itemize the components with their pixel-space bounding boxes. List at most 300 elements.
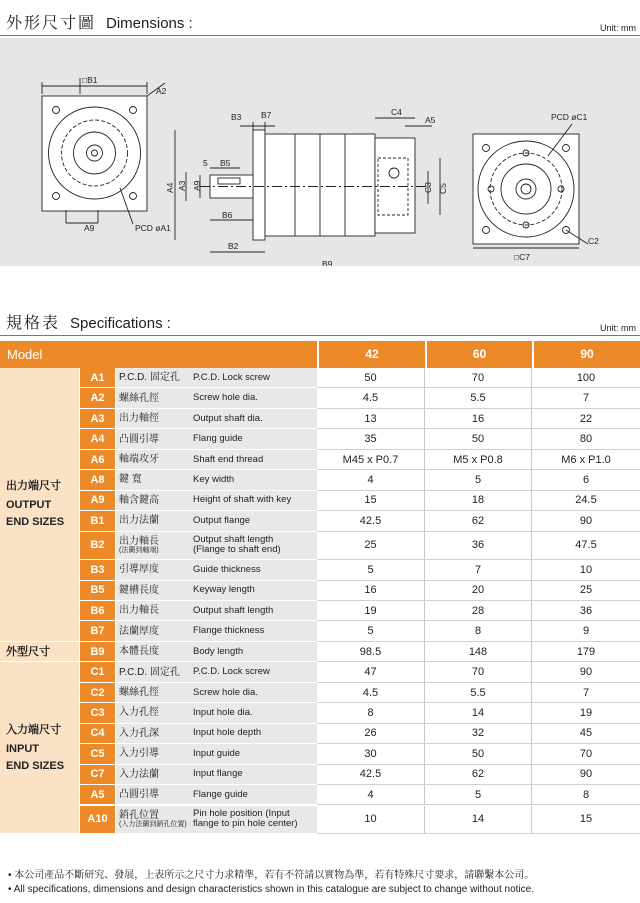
label-pcd-a1: PCD øA1	[135, 223, 171, 233]
input-flange-view	[473, 124, 588, 248]
table-row	[80, 621, 640, 641]
model-col-42: 42	[365, 347, 379, 361]
row-code: C3	[80, 703, 115, 722]
column-separator	[424, 703, 425, 722]
column-separator	[424, 511, 425, 530]
row-label-zh-sub: (入力法蘭到銷孔位置)	[119, 820, 187, 828]
row-label-en-main: Input hole depth	[193, 727, 262, 739]
specs-title	[6, 310, 171, 333]
model-col-90: 90	[580, 347, 594, 361]
row-label-en	[193, 744, 240, 763]
label-a2: A2	[156, 86, 167, 96]
row-description	[116, 470, 317, 489]
row-label-en	[193, 470, 234, 489]
row-label-zh	[119, 470, 142, 489]
table-row	[80, 806, 640, 835]
row-label-zh-main: 入力孔深	[119, 727, 159, 739]
dimensions-drawing	[0, 38, 640, 266]
row-value-42: 30	[317, 744, 424, 763]
row-label-en	[193, 388, 258, 407]
table-row	[80, 683, 640, 703]
row-description	[116, 744, 317, 763]
column-separator	[424, 491, 425, 510]
row-description	[116, 683, 317, 702]
row-label-en	[193, 703, 253, 722]
table-row	[80, 765, 640, 785]
label-a5: A5	[425, 115, 436, 125]
row-value-60: 62	[425, 765, 531, 784]
column-separator	[531, 388, 532, 407]
column-separator	[424, 429, 425, 448]
row-value-60: 5.5	[425, 388, 531, 407]
column-separator	[424, 806, 425, 834]
row-label-zh	[119, 560, 159, 579]
row-label-zh-main: 本體長度	[119, 646, 159, 658]
row-value-90: 47.5	[532, 532, 640, 560]
row-label-zh	[119, 450, 159, 469]
row-label-zh-main: 銷孔位置	[119, 809, 159, 821]
row-value-90: 7	[532, 388, 640, 407]
row-label-en	[193, 724, 261, 743]
row-description	[116, 662, 317, 681]
dimensions-title-zh: 外形尺寸圖	[6, 15, 97, 32]
label-c5: C5	[438, 183, 448, 194]
row-value-60: 70	[425, 368, 531, 387]
row-value-42: 47	[317, 662, 424, 681]
row-label-zh-main: P.C.D. 固定孔	[119, 666, 180, 678]
row-description	[116, 601, 317, 620]
table-row	[80, 744, 640, 764]
column-separator	[531, 703, 532, 722]
row-value-90: 179	[532, 642, 640, 661]
row-label-en	[193, 581, 255, 600]
column-separator	[531, 662, 532, 681]
row-code: A1	[80, 368, 115, 387]
row-label-en	[193, 601, 273, 620]
row-label-zh	[119, 621, 159, 640]
column-separator	[531, 560, 532, 579]
column-separator	[531, 601, 532, 620]
row-code: B9	[80, 642, 115, 661]
specs-rule	[0, 335, 640, 336]
row-label-zh	[119, 429, 159, 448]
specs-title-zh: 規格表	[6, 315, 61, 332]
column-separator	[424, 744, 425, 763]
row-value-60: 36	[425, 532, 531, 560]
table-header-row	[0, 341, 640, 368]
table-row	[80, 511, 640, 531]
table-row	[80, 724, 640, 744]
row-label-en	[193, 806, 298, 834]
row-label-zh	[119, 703, 159, 722]
row-label-en-main: P.C.D. Lock screw	[193, 371, 270, 383]
label-c2: C2	[588, 236, 599, 246]
column-separator	[531, 450, 532, 469]
column-separator	[531, 683, 532, 702]
row-value-42: 42.5	[317, 511, 424, 530]
column-separator	[424, 388, 425, 407]
specs-header	[0, 306, 640, 336]
row-label-zh	[119, 806, 187, 834]
group-label-en2: END SIZES	[6, 759, 65, 772]
row-code: A5	[80, 785, 115, 804]
column-separator	[531, 511, 532, 530]
row-description	[116, 429, 317, 448]
column-separator	[424, 581, 425, 600]
row-value-42: 4.5	[317, 683, 424, 702]
row-value-42: 4	[317, 785, 424, 804]
row-label-en-main: P.C.D. Lock screw	[193, 666, 270, 678]
column-separator	[424, 601, 425, 620]
row-value-90: 90	[532, 511, 640, 530]
row-label-en	[193, 642, 243, 661]
row-value-90: 10	[532, 560, 640, 579]
row-label-en-main: Flang guide	[193, 433, 243, 445]
row-description	[116, 765, 317, 784]
row-label-en-main: Input guide	[193, 747, 241, 759]
column-separator	[531, 724, 532, 743]
column-separator	[531, 765, 532, 784]
label-b5: B5	[220, 158, 231, 168]
row-value-42: 4.5	[317, 388, 424, 407]
row-label-zh-main: 凸圓引導	[119, 789, 159, 801]
row-code: A6	[80, 450, 115, 469]
column-separator	[424, 409, 425, 428]
row-value-42: 50	[317, 368, 424, 387]
row-value-90: 45	[532, 724, 640, 743]
row-label-en-main: Screw hole dia.	[193, 392, 258, 404]
row-label-en-main: Pin hole position (Input	[193, 808, 290, 820]
column-separator	[424, 621, 425, 640]
row-value-42: 25	[317, 532, 424, 560]
row-label-zh	[119, 662, 180, 681]
row-value-60: 28	[425, 601, 531, 620]
column-separator	[424, 560, 425, 579]
row-description	[116, 581, 317, 600]
row-label-en-sub: (Flange to shaft end)	[193, 544, 281, 556]
table-row	[80, 581, 640, 601]
group-label-en2: END SIZES	[6, 516, 65, 529]
row-value-42: 15	[317, 491, 424, 510]
column-separator	[424, 765, 425, 784]
label-b3: B3	[231, 112, 242, 122]
row-value-42: 5	[317, 621, 424, 640]
row-label-en-main: Height of shaft with key	[193, 494, 292, 506]
row-label-en	[193, 621, 264, 640]
row-label-zh-main: 出力軸長	[119, 535, 159, 547]
column-separator	[424, 368, 425, 387]
column-separator	[531, 621, 532, 640]
table-row	[80, 642, 640, 662]
row-label-zh	[119, 581, 159, 600]
row-value-90: 22	[532, 409, 640, 428]
row-value-90: 90	[532, 662, 640, 681]
row-value-90: 100	[532, 368, 640, 387]
row-value-90: 70	[532, 744, 640, 763]
label-5: 5	[203, 158, 208, 168]
output-flange-view	[42, 78, 165, 224]
row-description	[116, 409, 317, 428]
dimensions-title	[6, 10, 193, 33]
row-value-42: 19	[317, 601, 424, 620]
row-label-en-main: Output shaft length	[193, 604, 274, 616]
row-label-zh	[119, 511, 159, 530]
model-col-60: 60	[472, 347, 487, 361]
column-separator	[531, 581, 532, 600]
row-value-60: 5.5	[425, 683, 531, 702]
group-cell	[0, 662, 79, 834]
table-row	[80, 703, 640, 723]
row-value-60: 5	[425, 470, 531, 489]
label-b9: B9	[322, 259, 333, 266]
row-code: A9	[80, 491, 115, 510]
row-value-90: 36	[532, 601, 640, 620]
specs-title-en: Specifications :	[70, 315, 171, 332]
row-code: A3	[80, 409, 115, 428]
column-separator	[531, 642, 532, 661]
row-value-60: 62	[425, 511, 531, 530]
row-value-42: 5	[317, 560, 424, 579]
dimensions-rule	[0, 35, 640, 36]
row-value-42: 10	[317, 806, 424, 834]
row-description	[116, 621, 317, 640]
row-value-60: 8	[425, 621, 531, 640]
row-value-42: 13	[317, 409, 424, 428]
row-label-zh-main: 出力軸徑	[119, 413, 159, 425]
row-code: B2	[80, 532, 115, 560]
row-description	[116, 806, 317, 834]
note-zh: • 本公司產品不斷研究、發展，上表所示之尺寸力求精準，若有不符請以實物為準，若有特殊尺寸要求，請聯繫本公司。	[8, 870, 535, 881]
label-c3: C3	[423, 182, 433, 193]
row-description	[116, 724, 317, 743]
row-label-zh	[119, 765, 159, 784]
row-value-42: 35	[317, 429, 424, 448]
column-separator	[531, 744, 532, 763]
row-value-90: M6 x P1.0	[532, 450, 640, 469]
row-code: C5	[80, 744, 115, 763]
column-separator	[531, 368, 532, 387]
row-label-en-main: Guide thickness	[193, 563, 261, 575]
row-code: A8	[80, 470, 115, 489]
row-value-90: 9	[532, 621, 640, 640]
row-label-zh	[119, 368, 180, 387]
row-description	[116, 388, 317, 407]
table-row	[80, 532, 640, 561]
row-label-en	[193, 368, 270, 387]
row-label-zh-main: 凸圓引導	[119, 433, 159, 445]
row-label-zh-main: 引導厚度	[119, 564, 159, 576]
row-value-42: 4	[317, 470, 424, 489]
row-value-60: 18	[425, 491, 531, 510]
row-label-zh	[119, 744, 159, 763]
row-label-zh	[119, 683, 159, 702]
label-a9: A9	[84, 223, 95, 233]
row-code: C1	[80, 662, 115, 681]
column-separator	[424, 683, 425, 702]
row-label-zh-main: 螺絲孔徑	[119, 687, 159, 699]
row-label-en-main: Keyway length	[193, 584, 255, 596]
model-header-label: Model	[7, 347, 43, 362]
dimensions-title-en: Dimensions :	[106, 15, 193, 32]
column-separator	[424, 450, 425, 469]
table-row	[80, 662, 640, 682]
row-description	[116, 511, 317, 530]
row-label-en-sub: flange to pin hole center)	[193, 818, 298, 830]
row-label-zh-main: 軸端攻牙	[119, 454, 159, 466]
row-label-en	[193, 532, 281, 560]
row-label-zh	[119, 409, 159, 428]
column-separator	[424, 642, 425, 661]
table-row	[80, 601, 640, 621]
row-value-42: 26	[317, 724, 424, 743]
row-divider	[317, 833, 640, 834]
row-label-en	[193, 560, 261, 579]
label-b1: □B1	[82, 75, 98, 85]
group-label-zh: 外型尺寸	[6, 645, 50, 658]
table-row	[80, 388, 640, 408]
row-value-60: 20	[425, 581, 531, 600]
label-pcd-c1: PCD øC1	[551, 112, 588, 122]
table-row	[80, 470, 640, 490]
row-value-60: 7	[425, 560, 531, 579]
row-label-zh-main: 出力法蘭	[119, 515, 159, 527]
row-value-90: 19	[532, 703, 640, 722]
row-value-42: 16	[317, 581, 424, 600]
table-row	[80, 409, 640, 429]
row-code: C4	[80, 724, 115, 743]
row-value-60: 5	[425, 785, 531, 804]
table-row	[80, 429, 640, 449]
row-description	[116, 785, 317, 804]
row-code: B7	[80, 621, 115, 640]
label-b6: B6	[222, 210, 233, 220]
row-value-42: 42.5	[317, 765, 424, 784]
column-separator	[424, 724, 425, 743]
row-value-90: 80	[532, 429, 640, 448]
column-separator	[424, 532, 425, 560]
table-row	[80, 491, 640, 511]
row-value-60: 14	[425, 703, 531, 722]
row-value-42: 98.5	[317, 642, 424, 661]
row-value-42: 8	[317, 703, 424, 722]
column-separator	[531, 806, 532, 834]
column-separator	[424, 662, 425, 681]
row-label-en-main: Flange guide	[193, 788, 248, 800]
row-value-60: 32	[425, 724, 531, 743]
label-b2: B2	[228, 241, 239, 251]
table-row	[80, 368, 640, 388]
row-label-en	[193, 683, 258, 702]
group-label	[6, 722, 64, 775]
row-label-zh-main: 螺絲孔徑	[119, 392, 159, 404]
column-separator	[531, 532, 532, 560]
group-label	[6, 478, 64, 531]
row-label-en	[193, 429, 243, 448]
group-label-zh: 出力端尺寸	[6, 480, 61, 493]
row-code: B5	[80, 581, 115, 600]
row-label-zh-main: P.C.D. 固定孔	[119, 372, 180, 384]
row-value-60: 14	[425, 806, 531, 834]
row-description	[116, 368, 317, 387]
row-label-en-main: Body length	[193, 645, 244, 657]
label-a4: A4	[165, 182, 175, 193]
group-cell	[0, 642, 79, 662]
row-code: A2	[80, 388, 115, 407]
row-label-zh-main: 入力法蘭	[119, 768, 159, 780]
row-value-60: 50	[425, 429, 531, 448]
row-label-en-main: Key width	[193, 473, 235, 485]
row-label-en	[193, 511, 250, 530]
label-b7: B7	[261, 110, 272, 120]
column-separator	[424, 785, 425, 804]
row-label-zh-main: 軸含鍵高	[119, 494, 159, 506]
group-cell	[0, 368, 79, 642]
row-label-zh	[119, 601, 159, 620]
row-label-zh-main: 鍵 寬	[119, 474, 142, 486]
row-code: C7	[80, 765, 115, 784]
row-description	[116, 703, 317, 722]
row-value-90: 7	[532, 683, 640, 702]
row-code: B6	[80, 601, 115, 620]
row-value-90: 90	[532, 765, 640, 784]
group-label-en1: INPUT	[6, 742, 39, 755]
row-description	[116, 450, 317, 469]
row-description	[116, 642, 317, 661]
row-label-en-main: Input hole dia.	[193, 706, 253, 718]
table-row	[80, 560, 640, 580]
row-label-zh-main: 法蘭厚度	[119, 625, 159, 637]
row-label-en-main: Input flange	[193, 768, 243, 780]
row-label-en-main: Shaft end thread	[193, 453, 264, 465]
row-value-60: 70	[425, 662, 531, 681]
gearbox-side-view	[175, 118, 440, 266]
row-code: A4	[80, 429, 115, 448]
row-value-60: 148	[425, 642, 531, 661]
row-label-zh-main: 入力引導	[119, 748, 159, 760]
row-label-zh	[119, 388, 159, 407]
row-label-en	[193, 491, 291, 510]
column-separator	[531, 429, 532, 448]
column-separator	[531, 470, 532, 489]
note-en: • All specifications, dimensions and design characteristics shown in this catalogue are subject to change without notice.	[8, 884, 535, 895]
row-value-60: M5 x P0.8	[425, 450, 531, 469]
row-label-zh-main: 鍵槽長度	[119, 584, 159, 596]
row-value-90: 24.5	[532, 491, 640, 510]
row-label-en-main: Output shaft dia.	[193, 412, 263, 424]
group-label-zh: 入力端尺寸	[6, 723, 61, 736]
table-row	[80, 785, 640, 805]
label-a3: A3	[177, 180, 187, 191]
row-label-en-main: Flange thickness	[193, 625, 265, 637]
row-label-en-main: Screw hole dia.	[193, 686, 258, 698]
row-value-90: 6	[532, 470, 640, 489]
row-value-42: M45 x P0.7	[317, 450, 424, 469]
group-label-en1: OUTPUT	[6, 499, 52, 512]
row-value-60: 16	[425, 409, 531, 428]
column-separator	[424, 470, 425, 489]
row-description	[116, 560, 317, 579]
row-code: A10	[80, 806, 115, 834]
row-value-90: 15	[532, 806, 640, 834]
row-label-zh-main: 出力軸長	[119, 605, 159, 617]
label-c4: C4	[391, 107, 402, 117]
row-label-en	[193, 785, 248, 804]
row-label-zh	[119, 532, 159, 560]
row-value-90: 8	[532, 785, 640, 804]
row-label-zh-sub: (法蘭到軸端)	[119, 546, 159, 554]
label-c7: □C7	[514, 252, 530, 262]
row-description	[116, 532, 317, 560]
